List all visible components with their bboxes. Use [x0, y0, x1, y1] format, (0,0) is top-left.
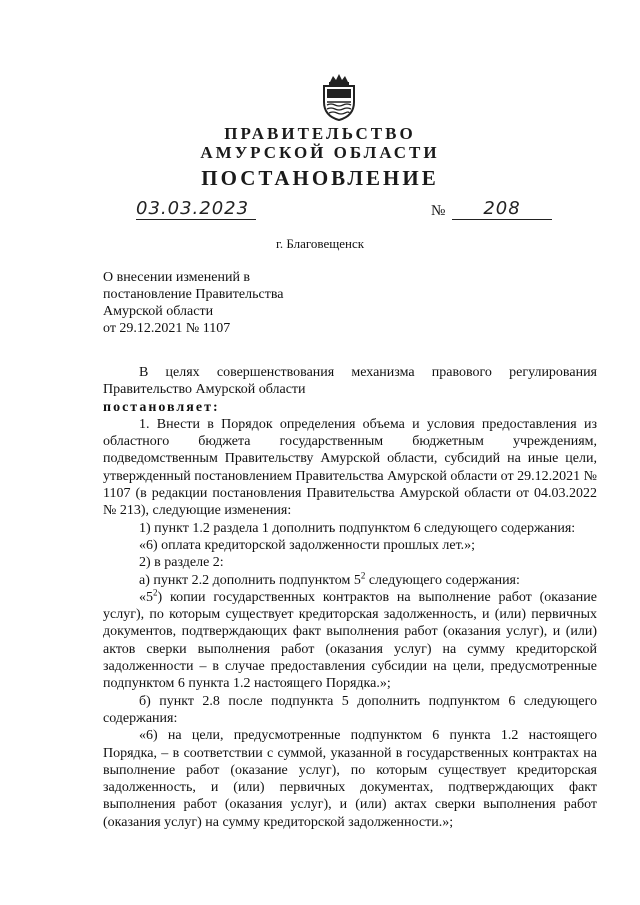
subitem-1: 1) пункт 1.2 раздела 1 дополнить подпунктом 6 следующего содержания: [139, 520, 576, 536]
subject-line: О внесении изменений в [103, 270, 251, 285]
subitem-2a-text: а) пункт 2.2 дополнить подпунктом 5 [139, 572, 361, 588]
government-title: ПРАВИТЕЛЬСТВО [224, 124, 416, 143]
preamble-line: Правительство Амурской области [103, 382, 306, 398]
subitem-1-quote: «6) оплата кредиторской задолженности прошлых лет.»; [139, 537, 476, 553]
subject-line: Амурской области [103, 304, 214, 319]
amur-coat-of-arms-icon [318, 72, 360, 122]
resolves-word: постановляет: [103, 399, 220, 415]
city: г. Благовещенск [275, 236, 365, 251]
subitem-2a [103, 569, 597, 589]
preamble-line: В целях совершенствования механизма правового регулирования [139, 365, 597, 380]
region-title: АМУРСКОЙ ОБЛАСТИ [200, 143, 440, 162]
superscript: 2 [360, 569, 366, 580]
quote-text: «5 [139, 589, 153, 605]
subitem-2a-text: следующего содержания: [365, 572, 520, 588]
subject-line: постановление Правительства [103, 287, 284, 302]
document-type: ПОСТАНОВЛЕНИЕ [201, 166, 439, 190]
document-subject [103, 269, 283, 337]
subject-line: от 29.12.2021 № 1107 [103, 321, 231, 336]
item-1: 1. Внести в Порядок определения объема и условия предоставления из областного бюджета государственным бюджетным учреждениям, подведомственным Правительству Амурской области, субсидий на иные цели, утвержденный постановлением Правительства Амурской области от 29.12.2021 № 1107 (в редакции постановления Правительства Амурской области от 04.03.2022 № 213), следующие изменения: [103, 416, 597, 519]
document-number: 208 [452, 198, 552, 220]
subitem-2b: б) пункт 2.8 после подпункта 5 дополнить подпунктом 6 следующего содержания: [103, 693, 597, 726]
document-date: 03.03.2023 [136, 198, 256, 220]
superscript: 2 [153, 587, 158, 598]
quote-6: «6) на цели, предусмотренные подпунктом 6 пункта 1.2 настоящего Порядка, – в соответствии с суммой, указанной в государственных контрактах на выполнение работ (оказание услуг), по которым существует кредиторская задолженность, и (или) первичных документах, подтверждающих факт выполнения работ (оказания услуг), и (или) актах сверки выполнения работ (оказания услуг) на сумму кредиторской задолженности.»; [103, 728, 597, 830]
document-body [103, 364, 597, 831]
subitem-2: 2) в разделе 2: [139, 555, 224, 571]
number-label: № [431, 203, 446, 219]
quote-text: ) копии государственных контрактов на выполнение работ (оказание услуг), по которым существует кредиторская задолженность, и (или) первичных документов, подтверждающих факт выполнения работ (оказания услуг), и (или) актов сверки выполнения работ (оказания услуг) на сумму кредиторской задолженности – в случае предоставления субсидии на цели, предусмотренные подпунктом 6 пункта 1.2 настоящего Порядка.»; [103, 589, 597, 692]
quote-5-2 [103, 589, 597, 693]
